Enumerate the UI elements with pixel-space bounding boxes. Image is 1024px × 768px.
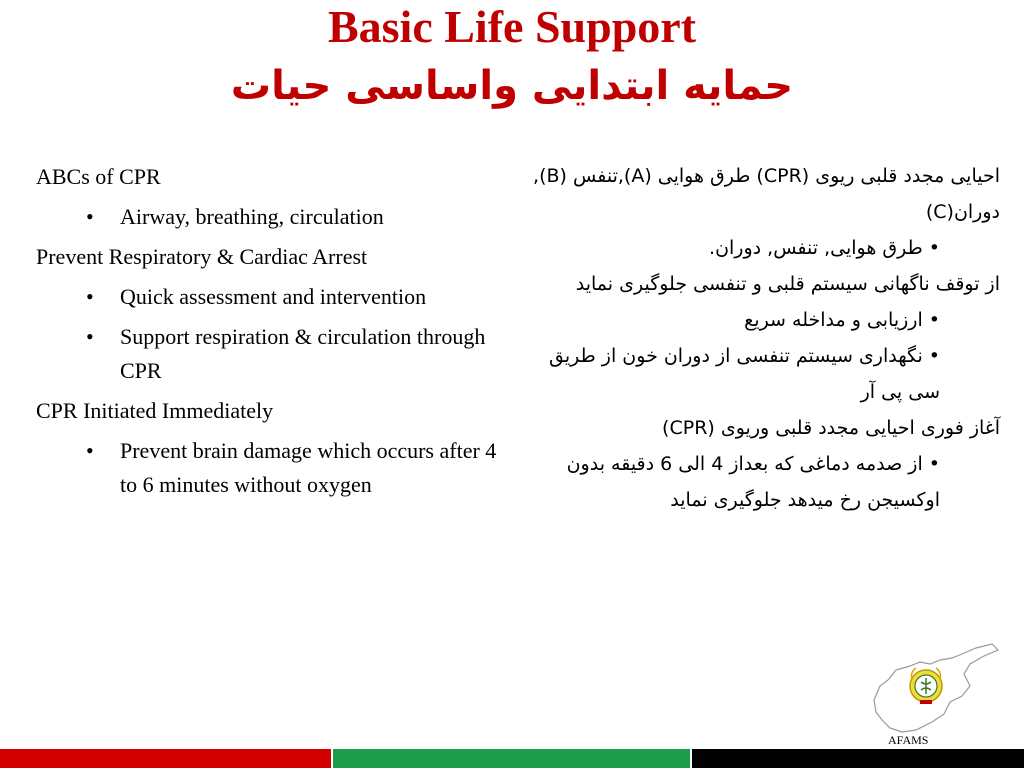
dari-bullet-abc: • طرق هوایی, تنفس, دوران. bbox=[709, 237, 940, 259]
bullet-icon: • bbox=[86, 204, 94, 229]
dari-bullet-brain: • از صدمه دماغی که بعداز 4 الی 6 دقیقه بدون اوکسیجن رخ میدهد جلوگیری نماید bbox=[566, 453, 940, 511]
list-item: • Prevent brain damage which occurs after 4 to 6 minutes without oxygen bbox=[36, 434, 506, 502]
bullet-icon: • bbox=[86, 284, 94, 309]
list-prevent-arrest bbox=[36, 280, 506, 388]
english-content bbox=[36, 160, 506, 508]
dari-bullet-assess: • ارزیابی و مداخله سریع bbox=[744, 309, 940, 331]
dari-heading-cpr: احیایی مجدد قلبی ریوی (CPR) طرق هوایی (A),تنفس (B), دوران(C) bbox=[533, 165, 1000, 223]
list-item: • Quick assessment and intervention bbox=[36, 280, 506, 314]
list-cpr-initiated bbox=[36, 434, 506, 502]
heading-prevent-arrest: Prevent Respiratory & Cardiac Arrest bbox=[36, 244, 368, 269]
afams-label: AFAMS bbox=[888, 733, 929, 747]
bullet-icon: • bbox=[86, 438, 94, 463]
slide-title-english: Basic Life Support bbox=[327, 1, 697, 52]
list-abcs bbox=[36, 200, 506, 234]
flag-bar-black bbox=[692, 749, 1024, 768]
bullet-icon: • bbox=[86, 324, 94, 349]
dari-heading-immediate: آغاز فوری احیایی مجدد قلبی وریوی (CPR) bbox=[662, 417, 1000, 439]
list-item: • Airway, breathing, circulation bbox=[36, 200, 506, 234]
dari-content bbox=[520, 158, 1000, 518]
dari-bullet-support: • نگهداری سیستم تنفسی از دوران خون از طریق سی پی آر bbox=[549, 345, 940, 403]
dari-heading-prevent: از توقف ناگهانی سیستم قلبی و تنفسی جلوگیری نماید bbox=[575, 273, 1000, 295]
slide-title-dari: حمایه ابتدایی واساسی حیات bbox=[230, 63, 794, 109]
flag-bar-green bbox=[333, 749, 690, 768]
flag-bar-red bbox=[0, 749, 331, 768]
afghanistan-map-icon bbox=[866, 640, 1002, 740]
heading-cpr-initiated: CPR Initiated Immediately bbox=[36, 398, 274, 423]
heading-abcs: ABCs of CPR bbox=[36, 164, 161, 189]
list-item: • Support respiration & circulation through CPR bbox=[36, 320, 506, 388]
